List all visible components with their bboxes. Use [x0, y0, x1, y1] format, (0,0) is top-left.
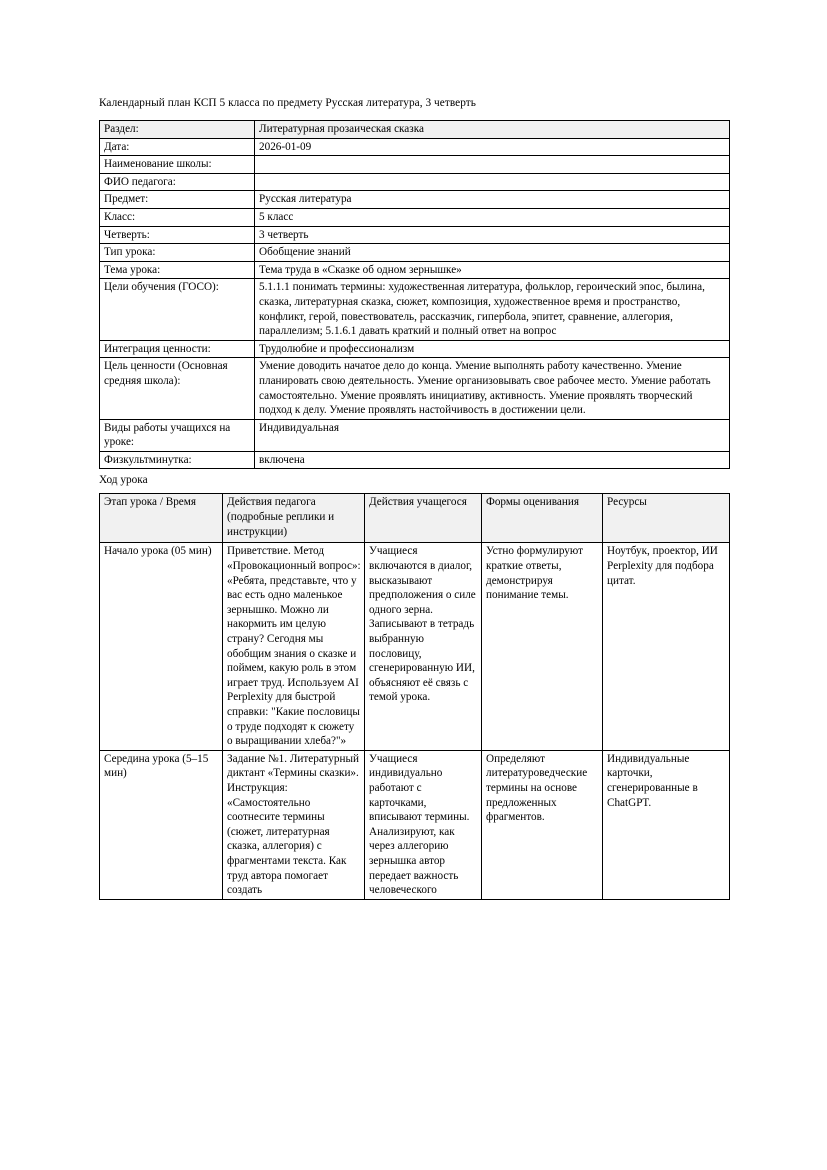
info-label: Цель ценности (Основная средняя школа):: [100, 358, 255, 419]
cell-assessment: Определяют литературоведческие термины на основе предложенных фрагментов.: [482, 750, 603, 899]
table-row: [100, 121, 730, 139]
info-value: 5 класс: [255, 208, 730, 226]
cell-stage: Начало урока (05 мин): [100, 543, 223, 750]
info-value: Умение доводить начатое дело до конца. Умение выполнять работу качественно. Умение планировать свою деятельность. Умение организовывать свое рабочее место. Умение работать самостоятельно. Умение проявлять инициативу, активность. Умение проявлять творческий подход к делу. Умение проявлять настойчивость в достижении цели.: [255, 358, 730, 419]
info-label: Наименование школы:: [100, 156, 255, 174]
column-header-teacher-actions: Действия педагога (подробные реплики и инструкции): [223, 494, 365, 543]
info-value: [255, 156, 730, 174]
table-row: [100, 340, 730, 358]
column-header-assessment: Формы оценивания: [482, 494, 603, 543]
table-row: [100, 226, 730, 244]
table-row: [100, 208, 730, 226]
info-value: Обобщение знаний: [255, 244, 730, 262]
cell-assessment: Устно формулируют краткие ответы, демонстрируя понимание темы.: [482, 543, 603, 750]
info-value: Русская литература: [255, 191, 730, 209]
info-label: Физкультминутка:: [100, 451, 255, 469]
info-label: Тип урока:: [100, 244, 255, 262]
info-value: 3 четверть: [255, 226, 730, 244]
table-row: [100, 138, 730, 156]
info-label: Дата:: [100, 138, 255, 156]
info-value: Индивидуальная: [255, 419, 730, 451]
info-label: ФИО педагога:: [100, 173, 255, 191]
table-row: [100, 279, 730, 340]
cell-resources: Индивидуальные карточки, сгенерированные в ChatGPT.: [603, 750, 730, 899]
cell-student-actions: Учащиеся индивидуально работают с карточками, вписывают термины. Анализируют, как через аллегорию зернышка автор передает важность человеческого: [365, 750, 482, 899]
table-row: [100, 156, 730, 174]
lesson-flow-table: [99, 493, 730, 899]
cell-teacher-actions: Задание №1. Литературный диктант «Термины сказки». Инструкция: «Самостоятельно соотнесите термины (сюжет, литературная сказка, аллегория) с фрагментами текста. Как труд автора помогает создать: [223, 750, 365, 899]
info-label: Тема урока:: [100, 261, 255, 279]
cell-resources: Ноутбук, проектор, ИИ Perplexity для подбора цитат.: [603, 543, 730, 750]
info-value: Трудолюбие и профессионализм: [255, 340, 730, 358]
info-value: Тема труда в «Сказке об одном зернышке»: [255, 261, 730, 279]
info-value: 5.1.1.1 понимать термины: художественная литература, фольклор, героический эпос, былина, сказка, литературная сказка, сюжет, композиция, художественное время и пространство, конфликт, герой, повествователь, рассказчик, гипербола, эпитет, сравнение, аллегория, параллелизм; 5.1.6.1 давать краткий и полный ответ на вопрос: [255, 279, 730, 340]
lesson-info-table: [99, 120, 730, 469]
info-value: 2026-01-09: [255, 138, 730, 156]
table-row: [100, 244, 730, 262]
cell-teacher-actions: Приветствие. Метод «Провокационный вопрос»: «Ребята, представьте, что у вас есть одно маленькое зернышко. Можно ли накормить им целую страну? Сегодня мы обобщим знания о сказке и поймем, какую роль в этом играет труд. Используем AI Perplexity для быстрой справки: "Какие пословицы о труде подходят к сюжету о выращивании хлеба?"»: [223, 543, 365, 750]
cell-stage: Середина урока (5–15 мин): [100, 750, 223, 899]
info-label: Раздел:: [100, 121, 255, 139]
info-label: Цели обучения (ГОСО):: [100, 279, 255, 340]
info-value: Литературная прозаическая сказка: [255, 121, 730, 139]
info-label: Виды работы учащихся на уроке:: [100, 419, 255, 451]
table-row: [100, 261, 730, 279]
page-title: Календарный план КСП 5 класса по предмету Русская литература, 3 четверть: [99, 97, 476, 109]
column-header-stage: Этап урока / Время: [100, 494, 223, 543]
table-row: [100, 358, 730, 419]
info-label: Класс:: [100, 208, 255, 226]
section-heading-lesson-flow: Ход урока: [99, 474, 148, 487]
table-row: [100, 750, 730, 899]
info-label: Четверть:: [100, 226, 255, 244]
info-label: Предмет:: [100, 191, 255, 209]
column-header-student-actions: Действия учащегося: [365, 494, 482, 543]
table-row: [100, 191, 730, 209]
table-header-row: [100, 494, 730, 543]
table-row: [100, 543, 730, 750]
cell-student-actions: Учащиеся включаются в диалог, высказывают предположения о силе одного зерна. Записывают в тетрадь выбранную пословицу, сгенерированную ИИ, объясняют её связь с темой урока.: [365, 543, 482, 750]
info-label: Интеграция ценности:: [100, 340, 255, 358]
table-row: [100, 451, 730, 469]
column-header-resources: Ресурсы: [603, 494, 730, 543]
info-value: включена: [255, 451, 730, 469]
document-content: [99, 96, 729, 900]
table-row: [100, 173, 730, 191]
info-value: [255, 173, 730, 191]
table-row: [100, 419, 730, 451]
